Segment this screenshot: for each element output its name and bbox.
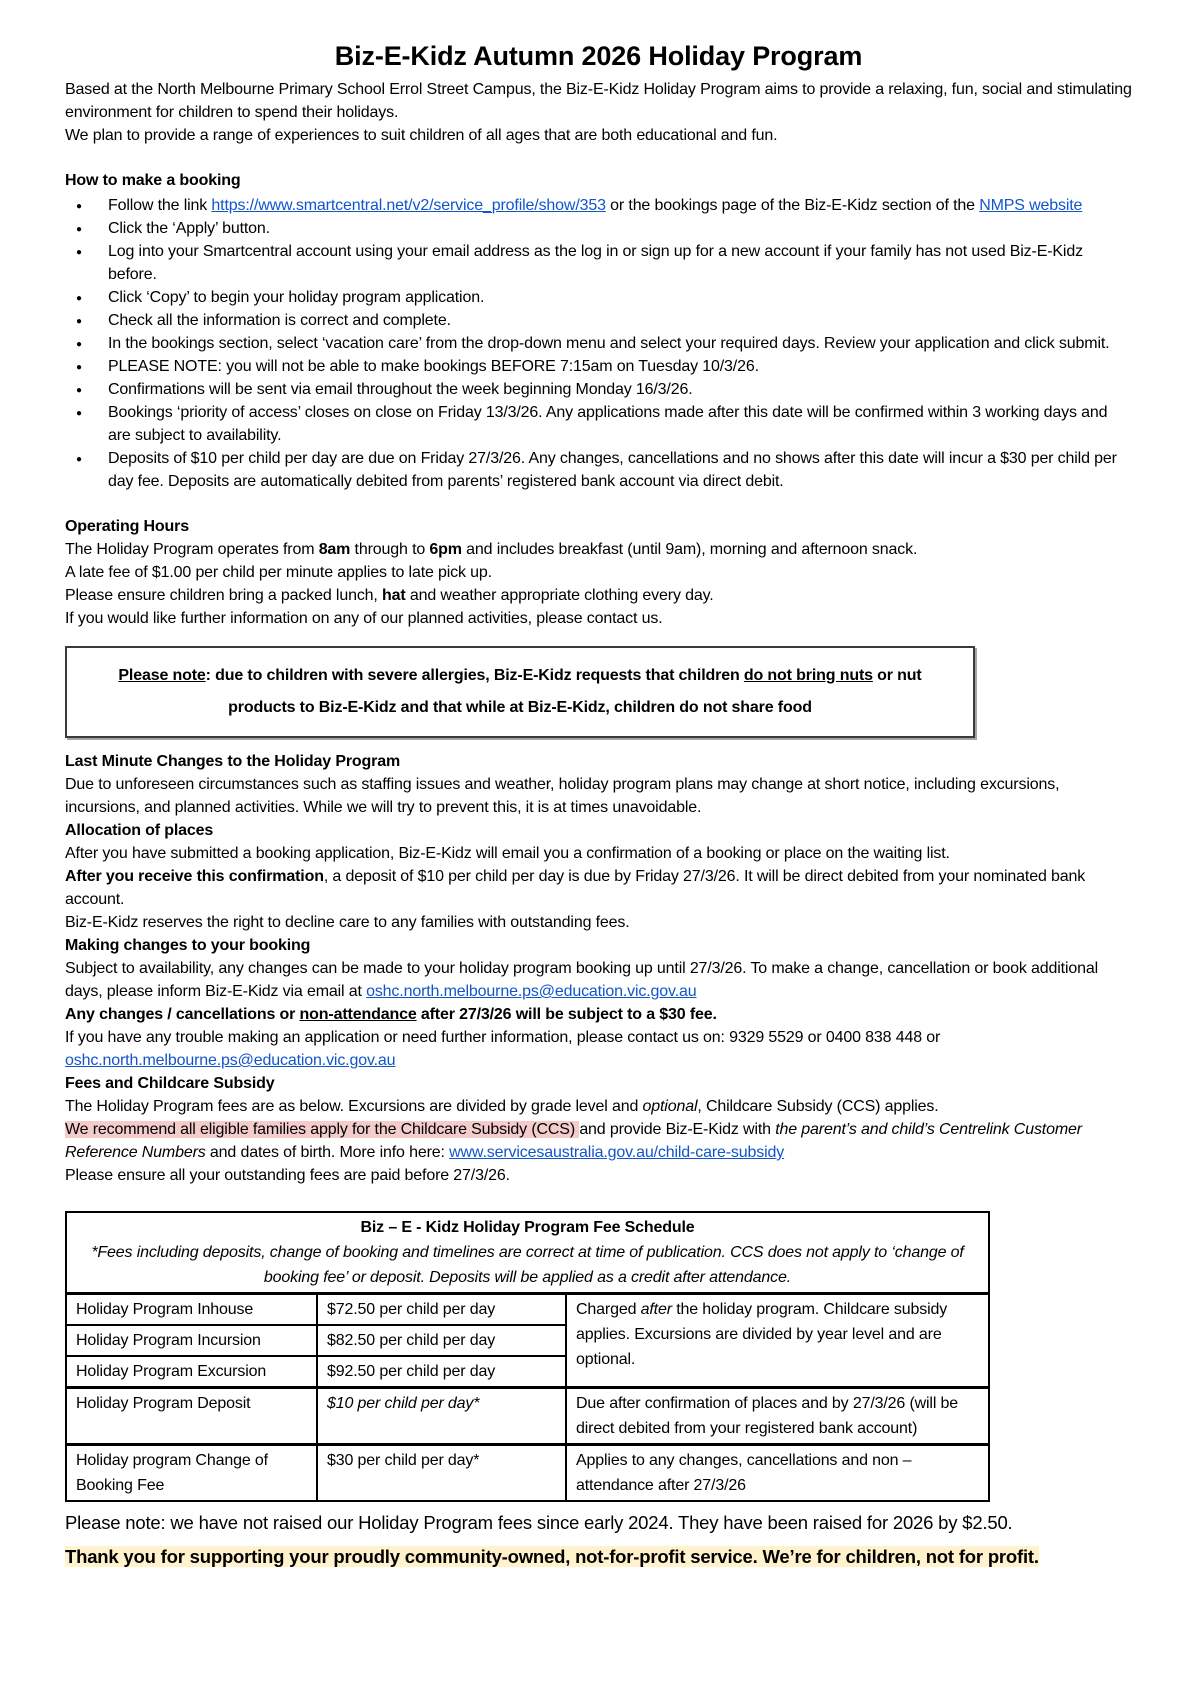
link[interactable]: NMPS website: [979, 197, 1083, 214]
text-segment: optional: [642, 1098, 698, 1115]
text-segment: Holiday Program Inhouse: [76, 1301, 254, 1318]
text-segment: Please note: [118, 667, 206, 684]
text-segment: If you have any trouble making an application or need further information, please contact us on: 9329 5529 or 0400 838 448 or: [65, 1029, 941, 1046]
text-segment: do not bring nuts: [743, 667, 873, 684]
bullet-text: [108, 404, 1107, 444]
table-row: [66, 1294, 989, 1326]
text-segment: Please ensure children bring a packed lunch,: [65, 587, 383, 604]
fee-amount-cell: [317, 1445, 566, 1502]
text-segment: $10 per child per day*: [327, 1395, 480, 1412]
section-heading-allocation: Allocation of places: [65, 822, 214, 839]
text-segment: Holiday program Change of Booking Fee: [76, 1452, 268, 1494]
operating-line: [65, 607, 1132, 630]
changes-line: [65, 1003, 1132, 1026]
text-segment: 6pm: [429, 541, 462, 558]
bullet-item: [65, 378, 1132, 401]
text-segment: Applies to any changes, cancellations and non – attendance after 27/3/26: [576, 1452, 912, 1494]
text-segment: PLEASE NOTE: you will not be able to make bookings BEFORE 7:15am on Tuesday 10/3/26.: [108, 358, 759, 375]
fee-desc-cell: [566, 1445, 989, 1502]
text-segment: Charged: [576, 1301, 641, 1318]
text-segment: , a deposit of $10 per child per day is due by Friday 27/3/26. It will be direct debited from your nominated bank account.: [65, 868, 1086, 908]
bullet-text: [108, 220, 270, 237]
text-segment: the parent’s and child’s Centrelink Customer Reference Numbers: [65, 1121, 1082, 1161]
bullet-item: [65, 447, 1132, 493]
text-segment: Thank you for supporting your proudly community-owned, not-for-profit service. We’re for children, not for profit.: [65, 1546, 1039, 1567]
text-segment: and provide Biz-E-Kidz with: [579, 1121, 776, 1138]
intro-paragraph: [65, 78, 1132, 124]
fee-amount-cell: [317, 1356, 566, 1388]
table-row: [66, 1388, 989, 1445]
text-segment: : due to children with severe allergies, Biz-E-Kidz requests that children: [205, 667, 744, 684]
text-segment: through to: [350, 541, 430, 558]
table-header-row: [66, 1212, 989, 1294]
fee-table-title: [76, 1215, 979, 1240]
bullet-item: [65, 217, 1132, 240]
section-heading-booking: How to make a booking: [65, 172, 241, 189]
text-segment: hat: [382, 587, 406, 604]
text-segment: or nut products to Biz-E-Kidz and that while at Biz-E-Kidz, children do not share food: [228, 667, 922, 716]
text-segment: or the bookings page of the Biz-E-Kidz section of the: [605, 197, 980, 214]
text-segment: We plan to provide a range of experiences to suit children of all ages that are both educational and fun.: [65, 127, 778, 144]
link[interactable]: https://www.smartcentral.net/v2/service_profile/show/353: [211, 197, 606, 214]
fee-item-cell: [66, 1294, 317, 1326]
text-segment: In the bookings section, select ‘vacation care’ from the drop-down menu and select your required days. Review your application and click submit.: [108, 335, 1110, 352]
fee-desc-cell: [566, 1294, 989, 1388]
text-segment: Deposits of $10 per child per day are due on Friday 27/3/26. Any changes, cancellations and no shows after this date will incur a $30 per child per day fee. Deposits are automatically debited from parents’ registered bank account via direct debit.: [108, 450, 1117, 490]
intro-paragraph: [65, 124, 1132, 147]
booking-bullet-list: [65, 194, 1132, 493]
fee-item-cell: [66, 1325, 317, 1356]
link[interactable]: oshc.north.melbourne.ps@education.vic.gov.au: [366, 983, 697, 1000]
fee-schedule-table: [65, 1211, 990, 1502]
bullet-item: [65, 240, 1132, 286]
text-segment: We recommend all eligible families apply for the Childcare Subsidy (CCS): [65, 1121, 580, 1138]
link[interactable]: oshc.north.melbourne.ps@education.vic.gov.au: [65, 1052, 396, 1069]
section-heading-operating-hours: Operating Hours: [65, 518, 189, 535]
text-segment: Biz – E - Kidz Holiday Program Fee Schedule: [360, 1219, 695, 1236]
text-segment: 8am: [318, 541, 351, 558]
allocation-line: [65, 911, 1132, 934]
last-minute-line: [65, 773, 1132, 819]
text-segment: Due to unforeseen circumstances such as staffing issues and weather, holiday program plans may change at short notice, including excursions, incursions, and planned activities. While we will try to prevent this, it is at times unavoidable.: [65, 776, 1060, 816]
allocation-line: [65, 842, 1132, 865]
bullet-text: [108, 450, 1117, 490]
text-segment: Biz-E-Kidz reserves the right to decline care to any families with outstanding fees.: [65, 914, 630, 931]
text-segment: and dates of birth. More info here:: [205, 1144, 450, 1161]
fee-desc-cell: [566, 1388, 989, 1445]
fee-item-cell: [66, 1445, 317, 1502]
text-segment: $30 per child per day*: [327, 1452, 480, 1469]
text-segment: $82.50 per child per day: [327, 1332, 496, 1349]
bullet-text: [108, 381, 693, 398]
operating-line: [65, 538, 1132, 561]
fee-amount-cell: [317, 1325, 566, 1356]
operating-line: [65, 584, 1132, 607]
fee-table-note: [76, 1240, 979, 1290]
text-segment: A late fee of $1.00 per child per minute applies to late pick up.: [65, 564, 492, 581]
fee-amount-cell: [317, 1388, 566, 1445]
thank-you-line: [65, 1544, 1132, 1570]
fees-line: [65, 1164, 1132, 1187]
text-segment: The Holiday Program operates from: [65, 541, 319, 558]
text-segment: Click the ‘Apply’ button.: [108, 220, 270, 237]
fee-raise-note: [65, 1510, 1132, 1536]
fee-amount-cell: [317, 1294, 566, 1326]
bullet-text: [108, 197, 1082, 214]
bullet-item: [65, 309, 1132, 332]
text-segment: the holiday program. Childcare subsidy applies. Excursions are divided by year level and are optional.: [576, 1301, 948, 1368]
text-segment: Check all the information is correct and complete.: [108, 312, 451, 329]
text-segment: after 27/3/26 will be subject to a $30 fee.: [416, 1006, 717, 1023]
bullet-item: [65, 194, 1132, 217]
page-title: Biz-E-Kidz Autumn 2026 Holiday Program: [334, 41, 863, 71]
text-segment: Please ensure all your outstanding fees are paid before 27/3/26.: [65, 1167, 510, 1184]
text-segment: Due after confirmation of places and by 27/3/26 (will be direct debited from your registered bank account): [576, 1395, 959, 1437]
bullet-item: [65, 286, 1132, 309]
text-segment: Confirmations will be sent via email throughout the week beginning Monday 16/3/26.: [108, 381, 693, 398]
text-segment: Any changes / cancellations or: [65, 1006, 300, 1023]
bullet-item: [65, 332, 1132, 355]
text-segment: Holiday Program Excursion: [76, 1363, 267, 1380]
text-segment: Log into your Smartcentral account using your email address as the log in or sign up for a new account if your family has not used Biz-E-Kidz before.: [108, 243, 1083, 283]
text-segment: , Childcare Subsidy (CCS) applies.: [697, 1098, 939, 1115]
bullet-text: [108, 243, 1083, 283]
section-heading-last-minute: Last Minute Changes to the Holiday Program: [65, 753, 401, 770]
bullet-text: [108, 289, 484, 306]
text-segment: Based at the North Melbourne Primary School Errol Street Campus, the Biz-E-Kidz Holiday Program aims to provide a relaxing, fun, social and stimulating environment for children to spend their holidays.: [65, 81, 1132, 121]
fees-line: [65, 1095, 1132, 1118]
text-segment: Follow the link: [108, 197, 212, 214]
text-segment: After you receive this confirmation: [65, 868, 324, 885]
operating-line: [65, 561, 1132, 584]
text-segment: After you have submitted a booking application, Biz-E-Kidz will email you a confirmation of a booking or place on the waiting list.: [65, 845, 950, 862]
allocation-line: [65, 865, 1132, 911]
text-segment: $92.50 per child per day: [327, 1363, 496, 1380]
text-segment: and weather appropriate clothing every day.: [405, 587, 714, 604]
allergy-notice-box: [65, 646, 975, 738]
text-segment: *Fees including deposits, change of booking and timelines are correct at time of publication. CCS does not apply to ‘change of booking fee’ or deposit. Deposits will be applied as a credit after attendance.: [91, 1244, 964, 1286]
text-segment: Bookings ‘priority of access’ closes on close on Friday 13/3/26. Any applications made after this date will be confirmed within 3 working days and are subject to availability.: [108, 404, 1108, 444]
table-row: [66, 1445, 989, 1502]
fees-line: [65, 1118, 1132, 1164]
bullet-text: [108, 335, 1109, 352]
bullet-text: [108, 312, 451, 329]
bullet-text: [108, 358, 759, 375]
fee-item-cell: [66, 1356, 317, 1388]
bullet-item: [65, 401, 1132, 447]
text-segment: The Holiday Program fees are as below. Excursions are divided by grade level and: [65, 1098, 643, 1115]
section-heading-changes: Making changes to your booking: [65, 937, 311, 954]
text-segment: Click ‘Copy’ to begin your holiday program application.: [108, 289, 485, 306]
table-header-cell: [66, 1212, 989, 1294]
text-segment: If you would like further information on any of our planned activities, please contact us.: [65, 610, 663, 627]
text-segment: and includes breakfast (until 9am), morning and afternoon snack.: [461, 541, 918, 558]
changes-line: [65, 957, 1132, 1003]
text-segment: after: [640, 1301, 672, 1318]
text-segment: non-attendance: [299, 1006, 417, 1023]
fee-item-cell: [66, 1388, 317, 1445]
link[interactable]: www.servicesaustralia.gov.au/child-care-subsidy: [449, 1144, 785, 1161]
text-segment: Holiday Program Incursion: [76, 1332, 261, 1349]
text-segment: Holiday Program Deposit: [76, 1395, 251, 1412]
changes-line: [65, 1026, 1132, 1072]
text-segment: Please note: we have not raised our Holiday Program fees since early 2024. They have been raised for 2026 by $2.50.: [65, 1512, 1013, 1533]
text-segment: $72.50 per child per day: [327, 1301, 496, 1318]
bullet-item: [65, 355, 1132, 378]
section-heading-fees: Fees and Childcare Subsidy: [65, 1075, 275, 1092]
text-segment: Subject to availability, any changes can be made to your holiday program booking up until 27/3/26. To make a change, cancellation or book additional days, please inform Biz-E-Kidz via email at: [65, 960, 1098, 1000]
